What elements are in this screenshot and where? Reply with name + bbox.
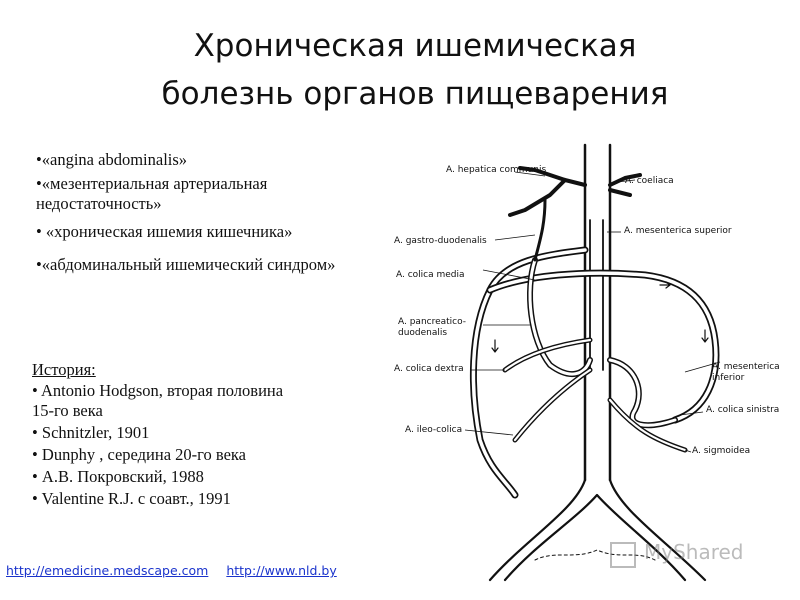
label-mes-sup: A. mesenterica superior — [624, 226, 732, 236]
watermark-logo-icon — [610, 542, 636, 568]
label-pancreat-2: duodenalis — [398, 328, 448, 338]
history-item: • Dunphy , середина 20-го века — [32, 445, 246, 464]
history-item: • А.В. Покровский, 1988 — [32, 467, 204, 486]
colica-sinistra — [610, 360, 675, 425]
label-sigmoidea: A. sigmoidea — [692, 446, 751, 456]
gastroduodenal — [535, 200, 545, 260]
label-hepatica: A. hepatica communis — [446, 165, 547, 175]
history-heading: История: — [32, 360, 96, 379]
history-item: • Schnitzler, 1901 — [32, 423, 150, 442]
synonyms-list — [36, 150, 386, 288]
title-line-2: болезнь органов пищеварения — [161, 76, 669, 112]
label-pancreat-1: A. pancreatico- — [398, 317, 467, 327]
label-gastro: A. gastro-duodenalis — [394, 236, 487, 246]
history-item: • Valentine R.J. с соавт., 1991 — [32, 489, 231, 508]
synonym-item: •«абдоминальный ишемический синдром» — [36, 255, 336, 274]
synonym-item: • «хроническая ишемия кишечника» — [36, 222, 293, 241]
link-medscape[interactable]: http://emedicine.medscape.com — [6, 563, 209, 578]
history-item: • Antonio Hodgson, вторая половина 15-го века — [32, 381, 284, 420]
label-ileo-colica: A. ileo-colica — [405, 425, 463, 435]
sma — [590, 220, 603, 370]
label-pancreat — [398, 317, 466, 339]
link-nld[interactable]: http://www.nld.by — [226, 563, 337, 578]
synonym-item: •«angina abdominalis» — [36, 150, 188, 169]
celiac-trunk — [510, 168, 640, 215]
source-links — [6, 563, 351, 578]
label-colica-sinistra: A. colica sinistra — [706, 405, 780, 415]
aorta — [585, 145, 610, 480]
synonym-item: •«мезентериальная артериальная недостаточность» — [36, 174, 268, 213]
label-coeliaca: A. coeliaca — [625, 176, 674, 186]
flow-arrows — [492, 282, 708, 352]
watermark — [610, 536, 780, 576]
label-mes-inf-1: A. mesenterica — [712, 362, 780, 372]
history-block — [32, 360, 362, 511]
slide-title — [0, 22, 800, 118]
label-colica-media: A. colica media — [396, 270, 465, 280]
title-line-1: Хроническая ишемическая — [193, 28, 637, 64]
label-colica-dextra: A. colica dextra — [394, 364, 464, 374]
label-mes-inf — [712, 362, 780, 384]
label-mes-inf-2: inferior — [712, 373, 745, 383]
ileo-colica — [515, 370, 590, 440]
watermark-text: MyShared — [644, 540, 744, 564]
